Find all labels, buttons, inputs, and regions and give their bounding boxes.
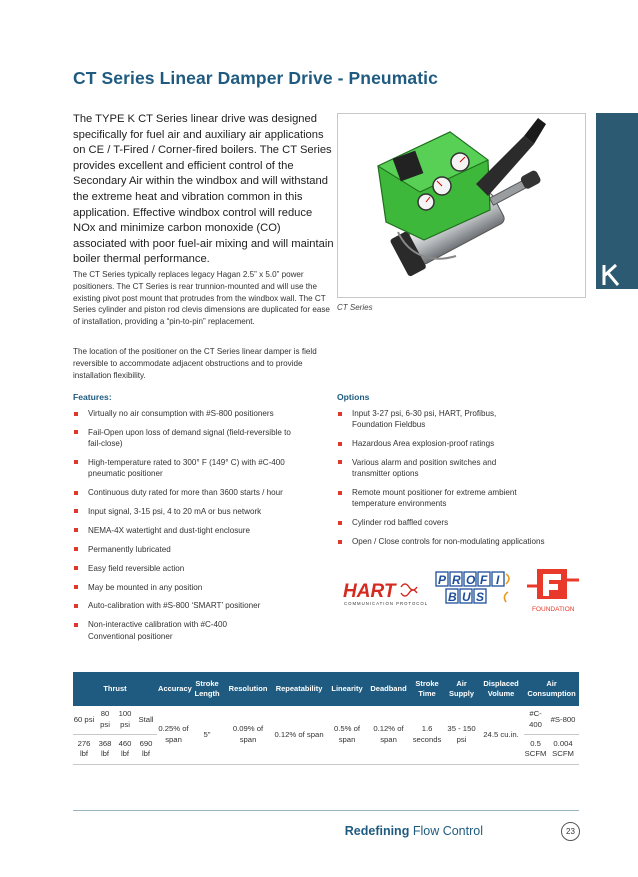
side-tab (596, 113, 638, 261)
thrust-psi-cell: 80 psi (95, 706, 115, 734)
features-list (73, 408, 335, 642)
foundation-logo (527, 566, 582, 614)
svg-text:U: U (462, 590, 471, 604)
col-header-accuracy: Accuracy (157, 672, 190, 706)
stroke-length-cell: 5" (190, 706, 224, 764)
list-item: Input signal, 3-15 psi, 4 to 20 mA or bus network (73, 506, 335, 517)
col-header-air-consumption: Air Consumption (524, 672, 579, 706)
footer-divider (73, 810, 579, 811)
list-item: Open / Close controls for non-modulating applications (337, 536, 597, 547)
intro-paragraph: The TYPE K CT Series linear drive was designed specifically for fuel air and auxiliary air applications on CE / T-Fired / Corner-fired boilers. The CT Series provides excellent and efficient control of the Secondary Air within the windbox and will withstand the extreme heat and vibration common in this application. Effective windbox control will reduce NOx and minimize carbon monoxide (CO) associated with poor fuel-air mixing and will maintain boiler thermal performance. (73, 113, 334, 266)
options-heading: Options (337, 392, 370, 402)
svg-text:R: R (452, 573, 461, 587)
col-header-air-supply: Air Supply (445, 672, 478, 706)
thrust-lbf-cell: 460 lbf (115, 734, 135, 764)
list-item: Easy field reversible action (73, 563, 335, 574)
list-item: High-temperature rated to 300° F (149° C) with #C-400 pneumatic positioner (73, 457, 306, 479)
page-title: CT Series Linear Damper Drive - Pneumatic (73, 68, 438, 88)
thrust-lbf-cell: 276 lbf (73, 734, 95, 764)
footer-tagline-rest: Flow Control (412, 824, 483, 838)
body-paragraph-2: The location of the positioner on the CT Series linear damper is field reversible to accommodate adjacent obstructions and to provide installation flexibility. (73, 347, 317, 380)
linearity-cell: 0.5% of span (326, 706, 368, 764)
svg-text:F: F (480, 573, 488, 587)
linear-damper-drive-image (338, 114, 585, 297)
list-item: NEMA-4X watertight and dust-tight enclosure (73, 525, 335, 536)
side-tab-logo (596, 261, 638, 289)
svg-text:S: S (476, 590, 485, 604)
col-header-thrust: Thrust (73, 672, 157, 706)
list-item: Virtually no air consumption with #S-800 positioners (73, 408, 335, 419)
footer-tagline (73, 824, 483, 838)
consumption-label-cell: #S-800 (547, 706, 579, 734)
svg-text:FOUNDATION: FOUNDATION (532, 606, 575, 613)
list-item: Permanently lubricated (73, 544, 335, 555)
spec-table (73, 672, 579, 765)
resolution-cell: 0.09% of span (224, 706, 272, 764)
profibus-logo (432, 570, 520, 606)
hart-logo-image (343, 577, 428, 607)
body-paragraph-1: The CT Series typically replaces legacy Hagan 2.5” x 5.0” power positioners. The CT Series is rear trunnion-mounted and will use the existing pivot post mount that protrudes from the windbox wall. The CT Series cylinder and piston rod clevis dimensions are duplicated for ease of installation, providing a “pin-to-pin” replacement. (73, 270, 330, 327)
k-logo-icon (596, 261, 638, 289)
table-header-row (73, 672, 579, 706)
profibus-logo-image (432, 570, 520, 606)
page-number: 23 (561, 822, 580, 841)
svg-text:I: I (496, 573, 500, 587)
thrust-stall-cell: Stall (135, 706, 157, 734)
svg-text:O: O (466, 573, 476, 587)
svg-text:COMMUNICATION PROTOCOL: COMMUNICATION PROTOCOL (344, 601, 428, 606)
col-header-repeatability: Repeatability (272, 672, 326, 706)
list-item: Remote mount positioner for extreme ambient temperature environments (337, 487, 557, 509)
stroke-time-cell: 1.6 seconds (409, 706, 445, 764)
thrust-lbf-cell: 690 lbf (135, 734, 157, 764)
col-header-linearity: Linearity (326, 672, 368, 706)
list-item: Fail-Open upon loss of demand signal (field-reversible to fail-close) (73, 427, 293, 449)
hart-logo (343, 577, 428, 607)
deadband-cell: 0.12% of span (368, 706, 409, 764)
displaced-volume-cell: 24.5 cu.in. (478, 706, 524, 764)
options-list (337, 408, 597, 547)
features-section (73, 392, 335, 649)
table-row (73, 706, 579, 734)
list-item: Auto-calibration with #S-800 ‘SMART’ positioner (73, 600, 335, 611)
thrust-psi-cell: 100 psi (115, 706, 135, 734)
consumption-value-cell: 0.004 SCFM (547, 734, 579, 764)
list-item: Cylinder rod baffled covers (337, 517, 597, 528)
thrust-psi-cell: 60 psi (73, 706, 95, 734)
list-item: May be mounted in any position (73, 582, 335, 593)
list-item: Hazardous Area explosion-proof ratings (337, 438, 597, 449)
svg-text:P: P (438, 573, 447, 587)
features-heading: Features: (73, 392, 112, 402)
list-item: Continuous duty rated for more than 3600 starts / hour (73, 487, 335, 498)
col-header-resolution: Resolution (224, 672, 272, 706)
col-header-deadband: Deadband (368, 672, 409, 706)
svg-text:HART: HART (343, 581, 396, 602)
consumption-value-cell: 0.5 SCFM (524, 734, 547, 764)
col-header-stroke-length: Stroke Length (190, 672, 224, 706)
photo-caption: CT Series (337, 303, 373, 312)
thrust-lbf-cell: 368 lbf (95, 734, 115, 764)
col-header-stroke-time: Stroke Time (409, 672, 445, 706)
product-photo (337, 113, 586, 298)
svg-text:B: B (448, 590, 457, 604)
consumption-label-cell: #C-400 (524, 706, 547, 734)
accuracy-cell: 0.25% of span (157, 706, 190, 764)
repeatability-cell: 0.12% of span (272, 706, 326, 764)
list-item: Various alarm and position switches and transmitter options (337, 457, 527, 479)
list-item: Non-interactive calibration with #C-400 Conventional positioner (73, 619, 258, 641)
air-supply-cell: 35 - 150 psi (445, 706, 478, 764)
footer-tagline-bold: Redefining (344, 824, 410, 838)
list-item: Input 3-27 psi, 6-30 psi, HART, Profibus, Foundation Fieldbus (337, 408, 527, 430)
foundation-logo-image (527, 566, 582, 614)
options-section (337, 392, 597, 555)
col-header-displaced-volume: Displaced Volume (478, 672, 524, 706)
